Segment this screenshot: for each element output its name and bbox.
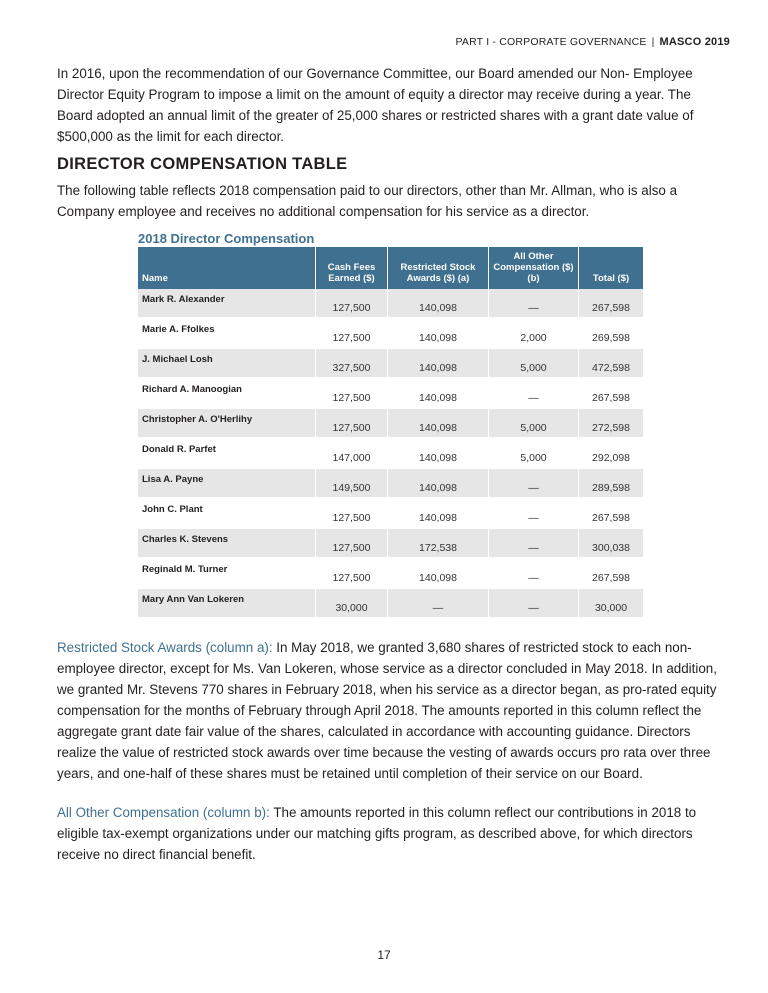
note-b-text: The amounts reported in this column reflect our contributions in 2018 to eligible tax-exempt organizations under our matching gifts program, as described above, for which directors receive no direct financial benefit. xyxy=(57,805,697,862)
table-cell: — xyxy=(489,469,578,499)
table-cell: 140,098 xyxy=(388,559,488,589)
column-header: Total ($) xyxy=(579,247,643,289)
director-name: Marie A. Ffolkes xyxy=(138,319,315,349)
section-title: DIRECTOR COMPENSATION TABLE xyxy=(57,155,348,173)
column-header: All Other Compensation ($) (b) xyxy=(489,247,578,289)
table-cell: 472,598 xyxy=(579,349,643,379)
table-cell: — xyxy=(388,589,488,619)
table-row xyxy=(138,289,643,319)
director-compensation-table xyxy=(137,247,644,619)
table-cell: 127,500 xyxy=(316,289,387,319)
table-cell: 147,000 xyxy=(316,439,387,469)
table-cell: 267,598 xyxy=(579,499,643,529)
table-block xyxy=(138,231,644,619)
table-cell: 272,598 xyxy=(579,409,643,439)
table-cell: — xyxy=(489,379,578,409)
table-cell: — xyxy=(489,529,578,559)
table-cell: 127,500 xyxy=(316,559,387,589)
note-a-text: In May 2018, we granted 3,680 shares of restricted stock to each non-employee director, except for Ms. Van Lokeren, whose service as a director concluded in May 2018. In addition, we granted Mr. Stevens 770 shares in February 2018, when his service as a director began, as pro-rated equity compensation for the months of February through April 2018. The amounts reported in this column reflect the aggregate grant date fair value of the shares, calculated in accordance with accounting guidance. Directors realize the value of restricted stock awards over time because the vesting of awards occurs pro rata over three years, and one-half of these shares must be retained until completion of their service on our Board. xyxy=(57,640,717,781)
director-name: Donald R. Parfet xyxy=(138,439,315,469)
table-cell: 172,538 xyxy=(388,529,488,559)
table-row xyxy=(138,499,643,529)
table-title: 2018 Director Compensation xyxy=(138,231,315,246)
note-a-label: Restricted Stock Awards (column a): xyxy=(57,640,273,655)
table-row xyxy=(138,319,643,349)
table-cell: 2,000 xyxy=(489,319,578,349)
director-name: Christopher A. O'Herlihy xyxy=(138,409,315,439)
intro-paragraph: In 2016, upon the recommendation of our Governance Committee, our Board amended our Non- Employee Director Equity Program to impose a limit on the amount of equity a director may receive during a year. The Board adopted an annual limit of the greater of 25,000 shares or restricted shares with a grant date value of $500,000 as the limit for each director. xyxy=(57,66,694,144)
table-cell: — xyxy=(489,499,578,529)
table-cell: — xyxy=(489,589,578,619)
note-column-a xyxy=(57,637,717,784)
table-cell: 30,000 xyxy=(579,589,643,619)
table-cell: 127,500 xyxy=(316,529,387,559)
director-name: John C. Plant xyxy=(138,499,315,529)
table-cell: 5,000 xyxy=(489,409,578,439)
director-name: Mark R. Alexander xyxy=(138,289,315,319)
director-name: Charles K. Stevens xyxy=(138,529,315,559)
table-cell: 127,500 xyxy=(316,319,387,349)
note-b-label: All Other Compensation (column b): xyxy=(57,805,270,820)
table-cell: 140,098 xyxy=(388,349,488,379)
table-cell: 5,000 xyxy=(489,439,578,469)
table-cell: 140,098 xyxy=(388,409,488,439)
director-name: Reginald M. Turner xyxy=(138,559,315,589)
director-name: J. Michael Losh xyxy=(138,349,315,379)
table-row xyxy=(138,529,643,559)
table-row xyxy=(138,349,643,379)
column-header: Cash Fees Earned ($) xyxy=(316,247,387,289)
table-row xyxy=(138,469,643,499)
table-cell: 127,500 xyxy=(316,379,387,409)
table-cell: — xyxy=(489,289,578,319)
running-header: PART I - CORPORATE GOVERNANCE | MASCO 2019 xyxy=(455,36,730,48)
table-cell: 289,598 xyxy=(579,469,643,499)
table-cell: 5,000 xyxy=(489,349,578,379)
table-cell: 140,098 xyxy=(388,319,488,349)
table-cell: 292,098 xyxy=(579,439,643,469)
table-cell: 140,098 xyxy=(388,289,488,319)
section-intro: The following table reflects 2018 compensation paid to our directors, other than Mr. Allman, who is also a Company employee and receives no additional compensation for his service as a director. xyxy=(57,183,678,219)
table-row xyxy=(138,589,643,619)
table-cell: 267,598 xyxy=(579,559,643,589)
table-cell: 300,038 xyxy=(579,529,643,559)
director-name: Mary Ann Van Lokeren xyxy=(138,589,315,619)
table-row xyxy=(138,559,643,589)
table-cell: 140,098 xyxy=(388,499,488,529)
column-header: Restricted Stock Awards ($) (a) xyxy=(388,247,488,289)
table-cell: 267,598 xyxy=(579,289,643,319)
table-row xyxy=(138,379,643,409)
table-row xyxy=(138,439,643,469)
table-cell: 140,098 xyxy=(388,469,488,499)
page-number: 17 xyxy=(377,948,391,962)
table-cell: 140,098 xyxy=(388,379,488,409)
director-name: Richard A. Manoogian xyxy=(138,379,315,409)
table-cell: 269,598 xyxy=(579,319,643,349)
table-cell: 327,500 xyxy=(316,349,387,379)
note-column-b xyxy=(57,802,717,865)
column-header: Name xyxy=(138,247,315,289)
table-cell: 149,500 xyxy=(316,469,387,499)
table-cell: — xyxy=(489,559,578,589)
table-row xyxy=(138,409,643,439)
header-brand: MASCO 2019 xyxy=(659,36,730,48)
table-cell: 267,598 xyxy=(579,379,643,409)
table-cell: 140,098 xyxy=(388,439,488,469)
header-section: PART I - CORPORATE GOVERNANCE xyxy=(455,36,647,48)
table-cell: 127,500 xyxy=(316,499,387,529)
table-cell: 127,500 xyxy=(316,409,387,439)
table-cell: 30,000 xyxy=(316,589,387,619)
director-name: Lisa A. Payne xyxy=(138,469,315,499)
